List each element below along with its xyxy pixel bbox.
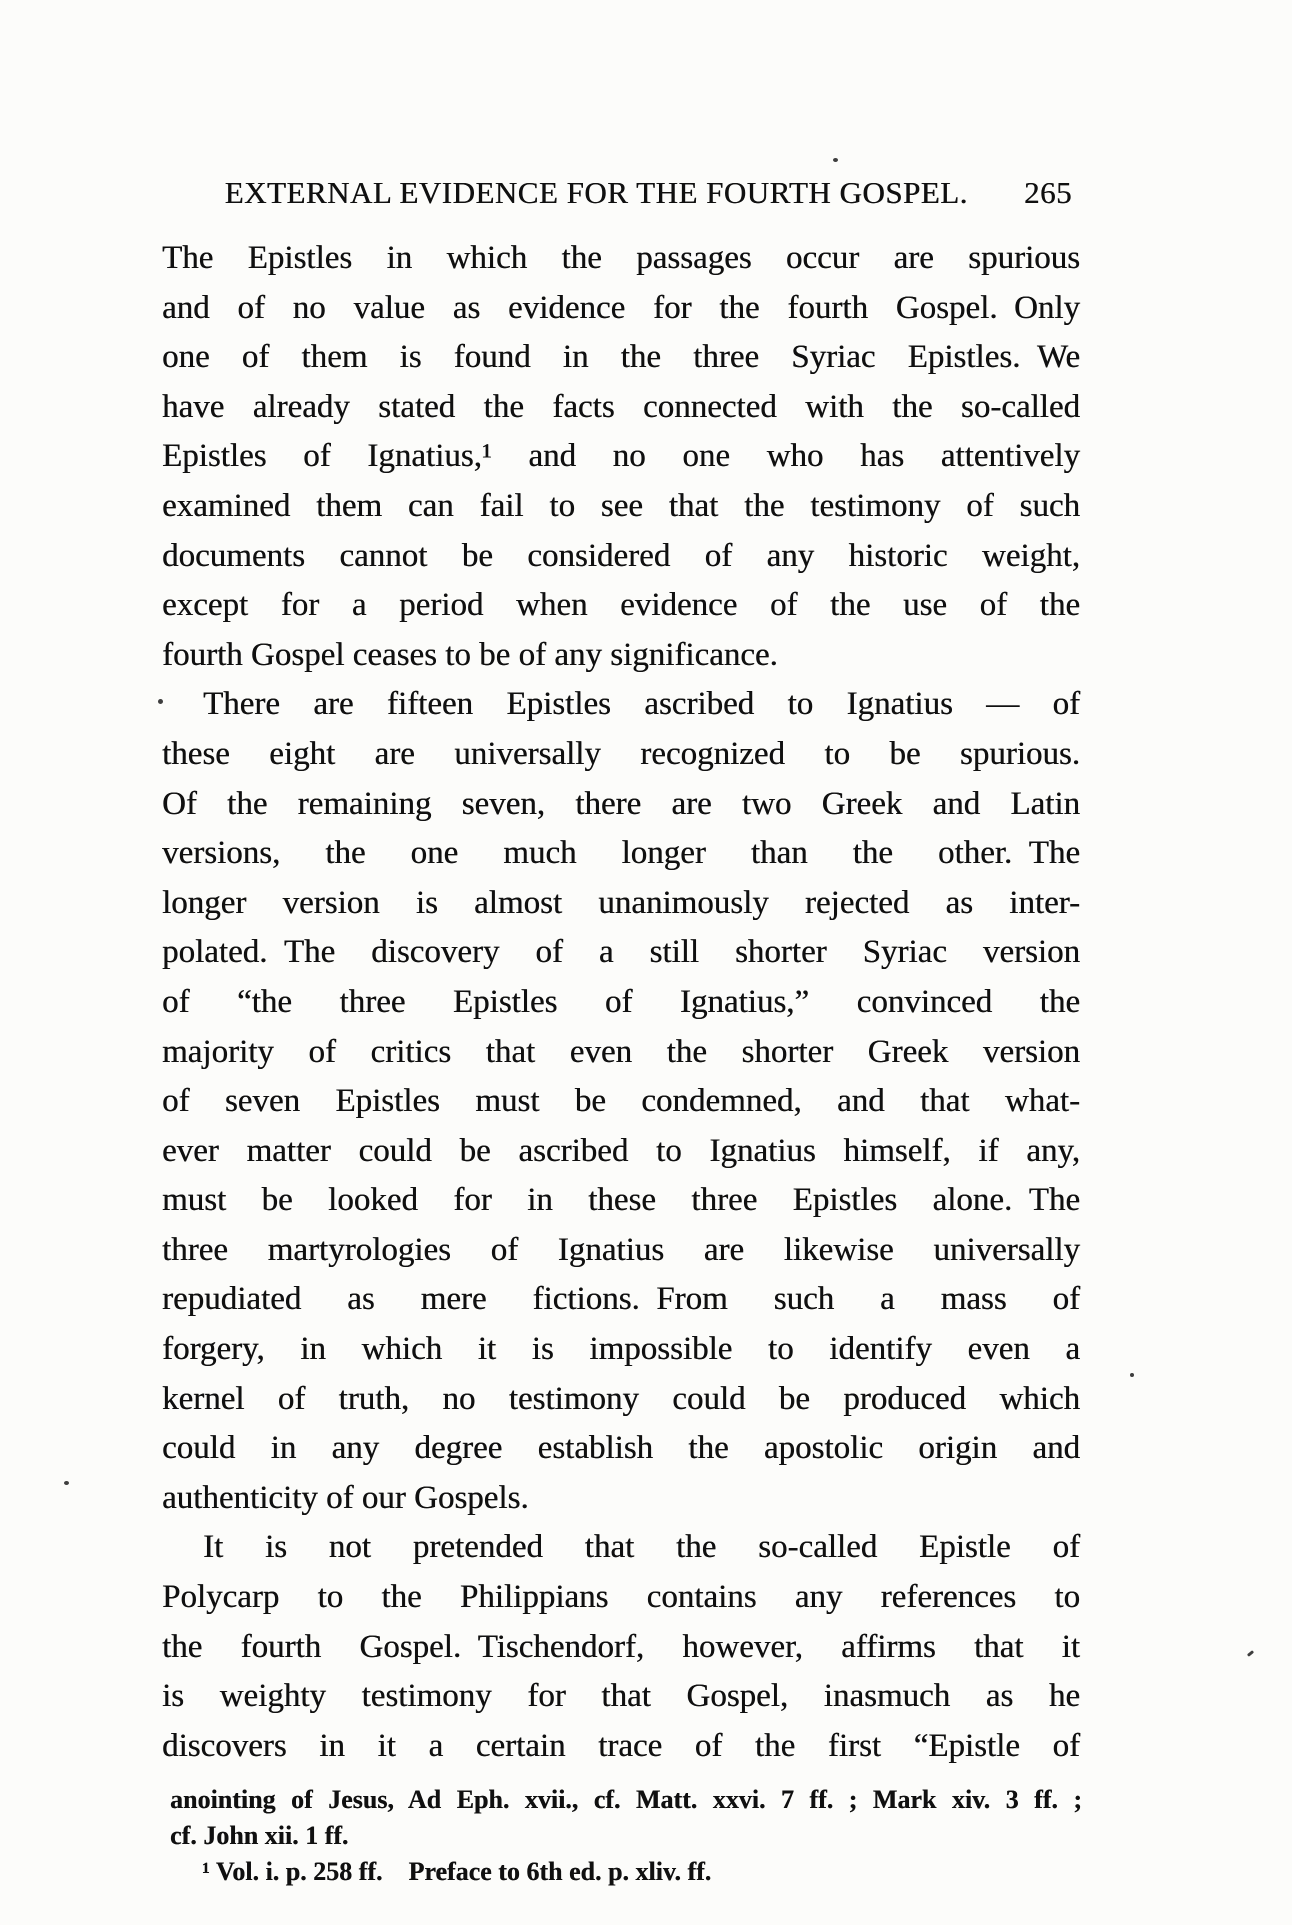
text-line: these eight are universally recognized to be spurious. [162, 735, 1080, 772]
body-text [162, 234, 1080, 1771]
text-line: ever matter could be ascribed to Ignatius himself, if any, [162, 1132, 1080, 1169]
footnote-line: ¹ Vol. i. p. 258 ff. Preface to 6th ed. p. xliv. ff. [202, 1857, 712, 1886]
running-head [162, 176, 1080, 210]
text-line: It is not pretended that the so-called Epistle of [203, 1529, 1080, 1566]
scan-artifact [1247, 1650, 1254, 1657]
scan-artifact [833, 158, 838, 162]
text-line: longer version is almost unanimously rejected as inter- [162, 884, 1080, 921]
text-line: and of no value as evidence for the fourth Gospel. Only [162, 289, 1080, 326]
text-line: three martyrologies of Ignatius are likewise universally [162, 1231, 1080, 1268]
text-line: of seven Epistles must be condemned, and that what- [162, 1083, 1080, 1120]
text-line: polated. The discovery of a still shorter Syriac version [162, 934, 1080, 971]
text-line: versions, the one much longer than the other. The [162, 835, 1080, 872]
page-number: 265 [1024, 175, 1072, 210]
scan-artifact [1130, 1373, 1134, 1377]
scan-artifact [158, 699, 163, 704]
text-line: kernel of truth, no testimony could be produced which [162, 1380, 1080, 1417]
text-line: Of the remaining seven, there are two Greek and Latin [162, 785, 1080, 822]
text-line: The Epistles in which the passages occur are spurious [162, 240, 1080, 276]
scan-artifact [64, 1481, 69, 1485]
footnote-line: anointing of Jesus, Ad Eph. xvii., cf. Matt. xxvi. 7 ff. ; Mark xiv. 3 ff. ; [170, 1785, 1082, 1814]
text-line: documents cannot be considered of any historic weight, [162, 537, 1080, 574]
text-line: fourth Gospel ceases to be of any significance. [162, 636, 778, 673]
text-line: of “the three Epistles of Ignatius,” convinced the [162, 983, 1080, 1020]
text-line: except for a period when evidence of the use of the [162, 587, 1080, 624]
footnote-line: cf. John xii. 1 ff. [170, 1821, 349, 1850]
text-line: Polycarp to the Philippians contains any references to [162, 1579, 1080, 1616]
text-line: is weighty testimony for that Gospel, inasmuch as he [162, 1678, 1080, 1715]
text-line: discovers in it a certain trace of the first “Epistle of [162, 1727, 1080, 1764]
text-line: one of them is found in the three Syriac Epistles. We [162, 339, 1080, 376]
text-line: There are fifteen Epistles ascribed to Ignatius — of [203, 686, 1080, 723]
text-line: majority of critics that even the shorter Greek version [162, 1033, 1080, 1070]
running-head-title: EXTERNAL EVIDENCE FOR THE FOURTH GOSPEL. [224, 175, 968, 210]
text-line: forgery, in which it is impossible to identify even a [162, 1331, 1080, 1368]
footnotes [170, 1782, 1082, 1890]
text-line: could in any degree establish the apostolic origin and [162, 1430, 1080, 1467]
text-line: examined them can fail to see that the testimony of such [162, 487, 1080, 524]
text-line: the fourth Gospel. Tischendorf, however, affirms that it [162, 1628, 1080, 1665]
text-line: repudiated as mere fictions. From such a mass of [162, 1281, 1080, 1318]
text-line: authenticity of our Gospels. [162, 1479, 529, 1516]
text-line: Epistles of Ignatius,¹ and no one who has attentively [162, 438, 1080, 475]
text-line: have already stated the facts connected with the so-called [162, 388, 1080, 425]
text-line: must be looked for in these three Epistles alone. The [162, 1182, 1080, 1219]
